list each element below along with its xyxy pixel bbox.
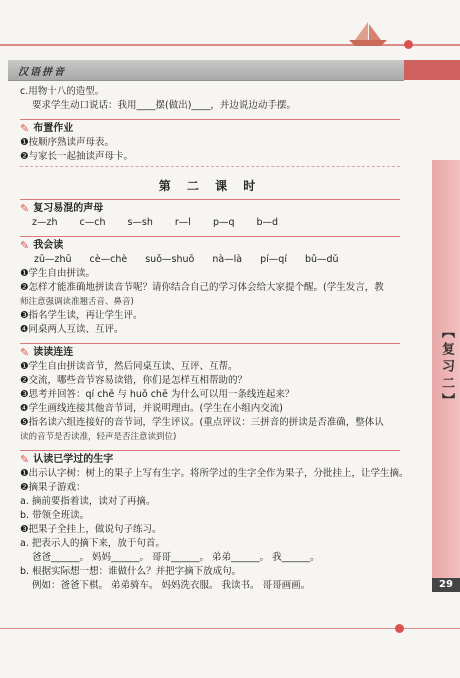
chars-item: a. 把表示人的摘下来，放于句首。	[20, 538, 165, 549]
bottom-dot-icon	[395, 624, 404, 633]
top-line-1: c.用物十八的造型。	[20, 86, 105, 97]
read-item: ❹同桌两人互读、互评。	[20, 324, 124, 335]
read-item: ❸指名学生读，再让学生评。	[20, 310, 143, 321]
homework-item: ❷与家长一起抽读声母卡。	[20, 150, 400, 167]
review-initials-heading	[20, 202, 400, 216]
arrow-icon: ✎	[20, 239, 30, 252]
read-item-note: 师注意强调读准翘舌音、鼻音)	[20, 297, 134, 307]
learned-chars-heading	[20, 453, 400, 467]
syllable-pair: zū—zhū	[34, 254, 72, 265]
homework-title: 布置作业	[33, 123, 74, 134]
connect-item: ❺指名读六组连接好的音节词，学生评议。(重点评议：三拼音的拼读是否准确，整体认	[20, 417, 384, 428]
connect-item: ❶学生自由拼读音节，然后同桌互读、互评、互帮。	[20, 361, 238, 372]
arrow-icon: ✎	[20, 453, 30, 466]
chars-item: ❸把果子全挂上，做说句子练习。	[20, 524, 162, 535]
read-item: ❷怎样才能准确地拼读音节呢？请你结合自己的学习体会给大家提个醒。(学生发言，教	[20, 282, 384, 293]
initial-pair: b—d	[256, 217, 279, 228]
chars-item: ❷摘果子游戏：	[20, 482, 86, 493]
review-initials-title: 复习易混的声母	[33, 203, 104, 214]
read-connect-section	[20, 343, 400, 444]
connect-item: ❹学生画线连接其他音节词，并说明理由。(学生在小组内交流)	[20, 403, 283, 414]
homework-item: ❶按顺序熟读声母表。	[20, 137, 115, 148]
initial-pair: c—ch	[79, 217, 106, 228]
i-can-read-title: 我会读	[33, 240, 64, 251]
i-can-read-heading	[20, 239, 400, 253]
syllable-pair: nà—là	[212, 254, 243, 265]
chars-example: 例如：爸爸下棋。 弟弟骑车。 妈妈洗衣服。 我读书。 哥哥画画。	[32, 580, 311, 591]
chars-item: a. 摘前要指着读，读对了再摘。	[20, 496, 156, 507]
review-initials-section	[20, 199, 400, 230]
arrow-icon: ✎	[20, 202, 30, 215]
lesson-title: 第 二 课 时	[158, 179, 262, 193]
header-title: 汉语拼音	[18, 67, 66, 78]
syllable-pair: cè—chè	[89, 254, 128, 265]
page-content	[20, 85, 409, 593]
syllable-pair: bǔ—dǔ	[304, 254, 339, 265]
arrow-icon: ✎	[20, 346, 30, 359]
connect-item-note: 读的音节是否读准，轻声是否注意读到位)	[20, 432, 177, 442]
homework-section	[20, 119, 400, 167]
syllable-pair: pí—qí	[260, 254, 287, 265]
sail-emblem-icon	[347, 20, 389, 50]
connect-item: ❸思考并回答：qí chē 与 huǒ chē 为什么可以用一条线连起来？	[20, 389, 295, 400]
chars-item: b. 带领全班读。	[20, 510, 90, 521]
chars-fill-blank: 爸爸______。 妈妈______。 哥哥______。 弟弟______。 我______。	[32, 552, 320, 563]
chars-item: b. 根据实际想一想：谁做什么？并把字摘下放成句。	[20, 566, 242, 577]
bottom-rule	[0, 628, 460, 629]
header-band	[8, 60, 404, 81]
syllable-pairs	[20, 253, 400, 267]
learned-chars-title: 认读已学过的生字	[33, 454, 114, 465]
arrow-icon: ✎	[20, 122, 30, 135]
read-connect-heading	[20, 346, 400, 360]
read-connect-title: 读读连连	[33, 347, 74, 358]
side-tab-label: 【复习二】	[439, 325, 454, 410]
initial-pair: r—l	[174, 217, 191, 228]
initial-pair: s—sh	[127, 217, 153, 228]
top-rule	[0, 44, 460, 46]
syllable-pair: suǒ—shuō	[145, 254, 195, 265]
learned-chars-section	[20, 450, 409, 593]
read-item: ❶学生自由拼读。	[20, 268, 96, 279]
initial-pairs	[20, 216, 400, 230]
i-can-read-section	[20, 236, 400, 337]
chars-item: ❶出示认字树：树上的果子上写有生字。将所学过的生字全作为果子，分批挂上，让学生摘。	[20, 468, 409, 479]
header-flap	[404, 60, 460, 80]
top-line-2: 要求学生动口说话：我用____摆(做出)____，并边说边动手摆。	[32, 100, 296, 111]
initial-pair: p—q	[212, 217, 235, 228]
connect-item: ❷交流，哪些音节容易读错，你们是怎样互相帮助的？	[20, 375, 248, 386]
top-dot-icon	[404, 40, 413, 49]
homework-heading	[20, 122, 400, 136]
page-number: 29	[432, 578, 460, 592]
initial-pair: z—zh	[32, 217, 58, 228]
